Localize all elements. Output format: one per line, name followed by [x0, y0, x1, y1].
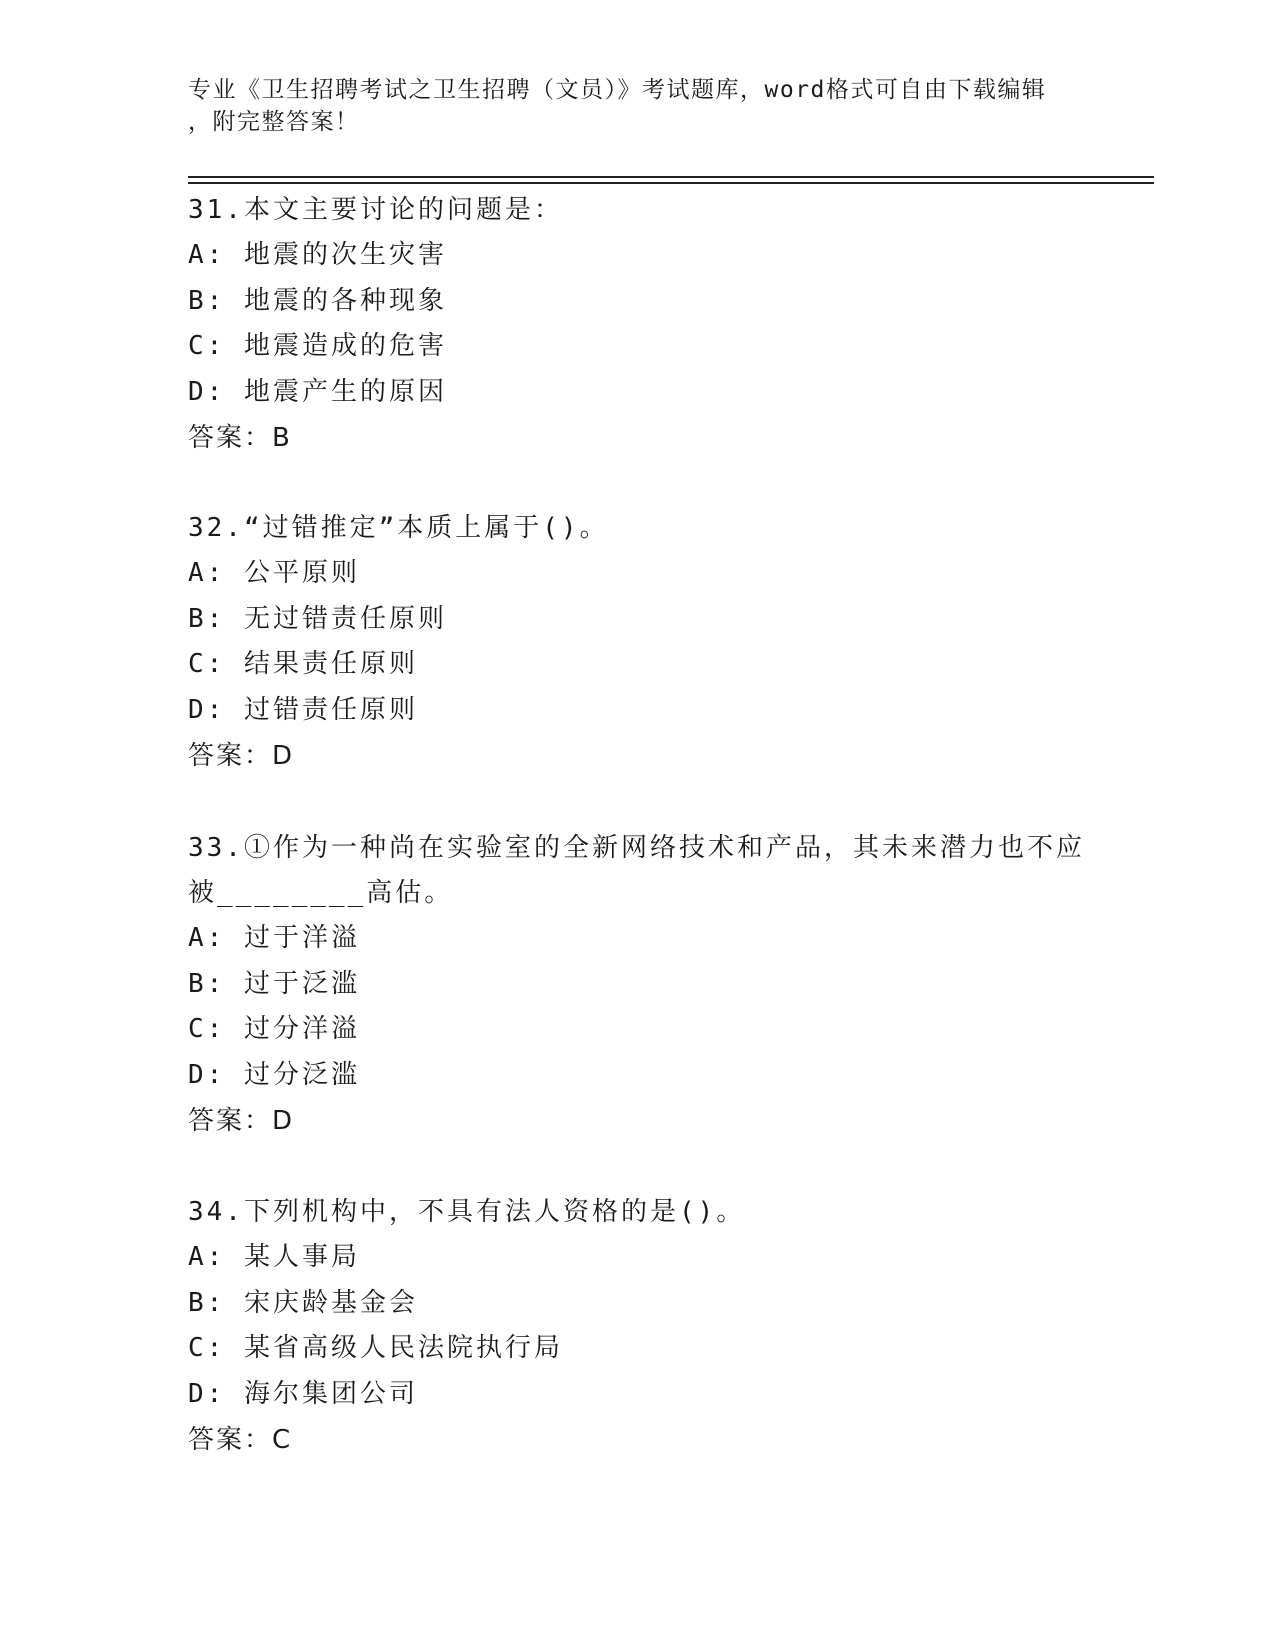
- answer: 答案：C: [188, 1425, 293, 1455]
- question-stem: 32.“过错推定”本质上属于()。: [188, 513, 609, 543]
- answer: 答案：D: [188, 1106, 295, 1136]
- question-stem-continued: 被________高估。: [188, 878, 454, 908]
- question-stem: 34.下列机构中，不具有法人资格的是()。: [188, 1197, 746, 1227]
- question-32: [188, 506, 1088, 779]
- option-d: D: 过分泛滥: [188, 1059, 360, 1090]
- option-d: D: 过错责任原则: [188, 694, 418, 725]
- header-line-1: 专业《卫生招聘考试之卫生招聘（文员）》考试题库，word格式可自由下载编辑: [188, 77, 1047, 103]
- option-a: A: 某人事局: [188, 1242, 360, 1272]
- document-header: [188, 74, 1078, 138]
- option-d: D: 地震产生的原因: [188, 376, 447, 407]
- header-line-2: ，附完整答案！: [188, 109, 360, 135]
- option-d: D: 海尔集团公司: [188, 1378, 418, 1409]
- question-34: [188, 1190, 1088, 1463]
- header-divider-bottom: [188, 182, 1154, 184]
- option-b: B: 地震的各种现象: [188, 285, 447, 316]
- option-c: C: 地震造成的危害: [188, 331, 447, 361]
- option-b: B: 无过错责任原则: [188, 603, 447, 634]
- option-c: C: 结果责任原则: [188, 649, 418, 679]
- header-divider-top: [188, 176, 1154, 178]
- option-a: A: 过于洋溢: [188, 923, 360, 953]
- option-a: A: 公平原则: [188, 558, 360, 588]
- option-a: A: 地震的次生灾害: [188, 240, 447, 270]
- option-b: B: 宋庆龄基金会: [188, 1287, 418, 1318]
- question-31: [188, 188, 1088, 461]
- option-c: C: 某省高级人民法院执行局: [188, 1333, 563, 1363]
- question-33: [188, 826, 1088, 1144]
- question-stem: 33.①作为一种尚在实验室的全新网络技术和产品，其未来潜力也不应: [188, 833, 1085, 863]
- answer: 答案：B: [188, 423, 292, 453]
- option-b: B: 过于泛滥: [188, 968, 360, 999]
- answer: 答案：D: [188, 741, 295, 771]
- question-stem: 31.本文主要讨论的问题是：: [188, 195, 563, 225]
- option-c: C: 过分洋溢: [188, 1014, 360, 1044]
